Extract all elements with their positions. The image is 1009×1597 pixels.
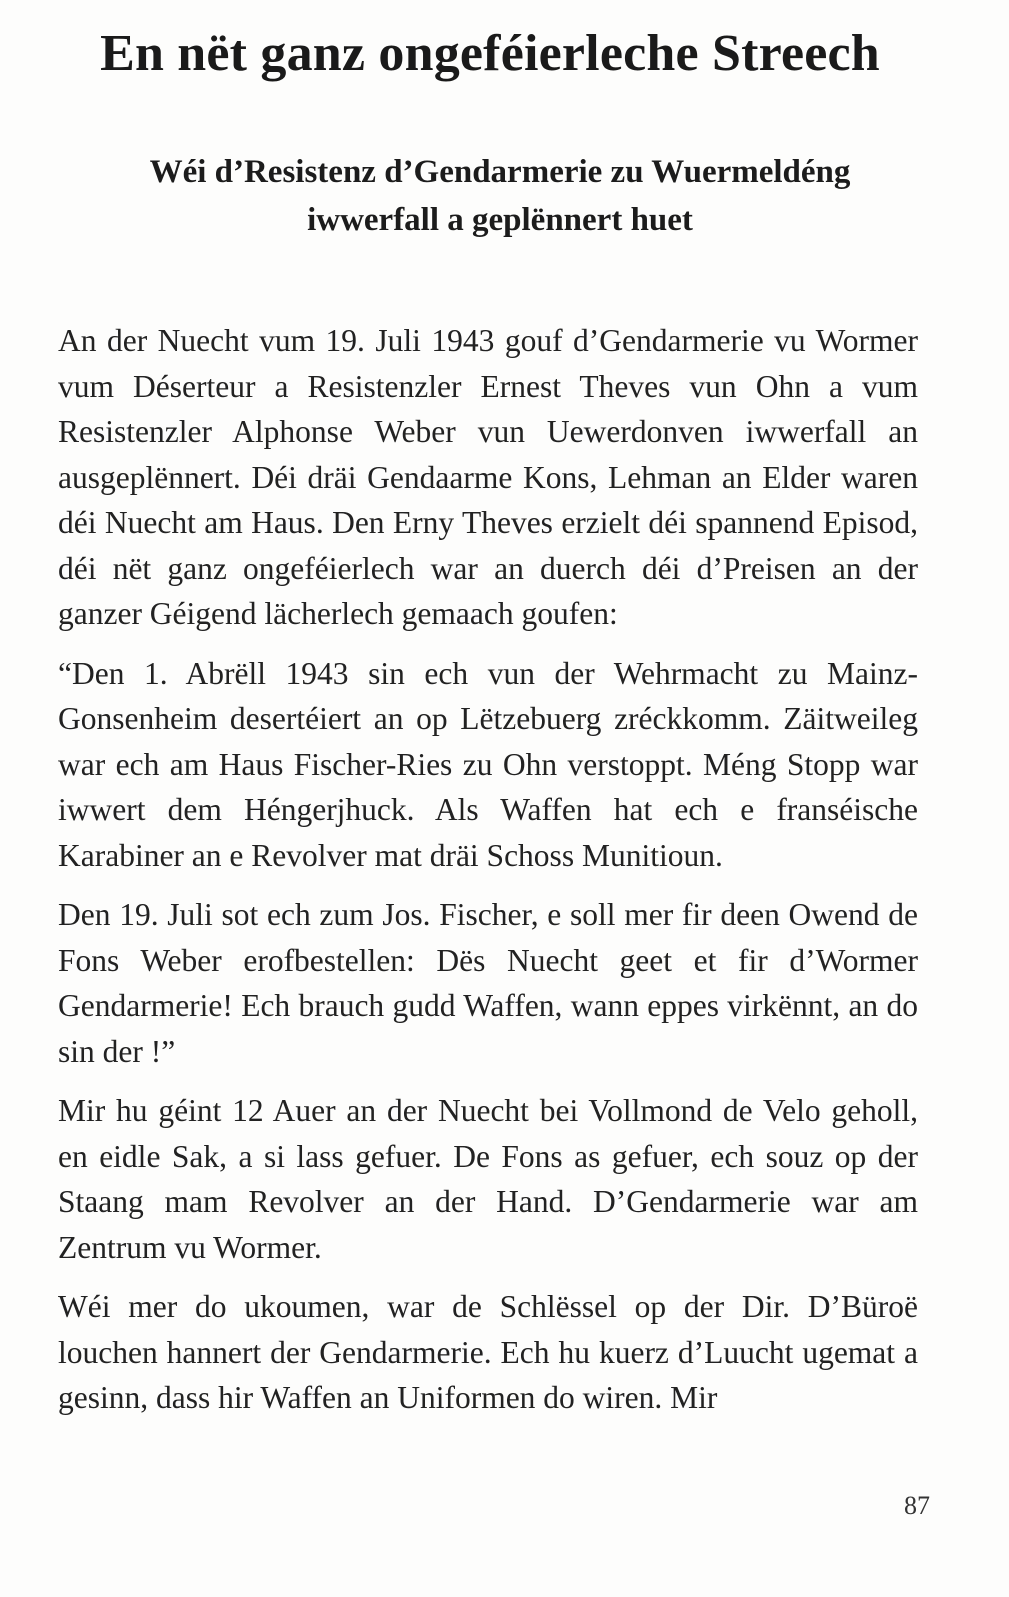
paragraph: An der Nuecht vum 19. Juli 1943 gouf d’Gendarmerie vu Wormer vum Déserteur a Resistenzler Ernest Theves vun Ohn a vum Resistenzler Alphonse Weber vun Uewerdonven iwwerfall an ausgeplënnert. Déi dräi Gendaarme Kons, Lehman an Elder waren déi Nuecht am Haus. Den Erny Theves erzielt déi spannend Episod, déi nët ganz ongeféierlech war an duerch déi d’Preisen an der ganzer Géigend lächerlech gemaach goufen: [58, 323, 918, 631]
body-text [58, 318, 918, 1435]
page-title: En nët ganz ongeféierleche Streech [100, 25, 880, 82]
paragraph: Wéi mer do ukoumen, war de Schlëssel op der Dir. D’Büroë louchen hannert der Gendarmerie. Ech hu kuerz d’Luucht ugemat a gesinn, dass hir Waffen an Uniformen do wiren. Mir [58, 1289, 918, 1415]
page-number: 87 [904, 1491, 930, 1520]
paragraph: Mir hu géint 12 Auer an der Nuecht bei Vollmond de Velo geholl, en eidle Sak, a si lass gefuer. De Fons as gefuer, ech souz op der Staang mam Revolver an der Hand. D’Gendarmerie war am Zentrum vu Wormer. [58, 1093, 918, 1265]
subtitle-line-1: Wéi d’Resistenz d’Gendarmerie zu Wuermeldéng [149, 154, 851, 190]
page-subtitle [60, 148, 940, 244]
paragraph: “Den 1. Abrëll 1943 sin ech vun der Wehrmacht zu Mainz-Gonsenheim desertéiert an op Lëtzebuerg zréckkomm. Zäitweileg war ech am Haus Fischer-Ries zu Ohn verstoppt. Méng Stopp war iwwert dem Héngerjhuck. Als Waffen hat ech e franséische Karabiner an e Revolver mat dräi Schoss Munitioun. [58, 655, 918, 873]
paragraph: Den 19. Juli sot ech zum Jos. Fischer, e soll mer fir deen Owend de Fons Weber erofbestellen: Dës Nuecht geet et fir d’Wormer Gendarmerie! Ech brauch gudd Waffen, wann eppes virkënnt, an do sin der !” [58, 897, 918, 1069]
subtitle-line-2: iwwerfall a geplënnert huet [307, 202, 693, 238]
